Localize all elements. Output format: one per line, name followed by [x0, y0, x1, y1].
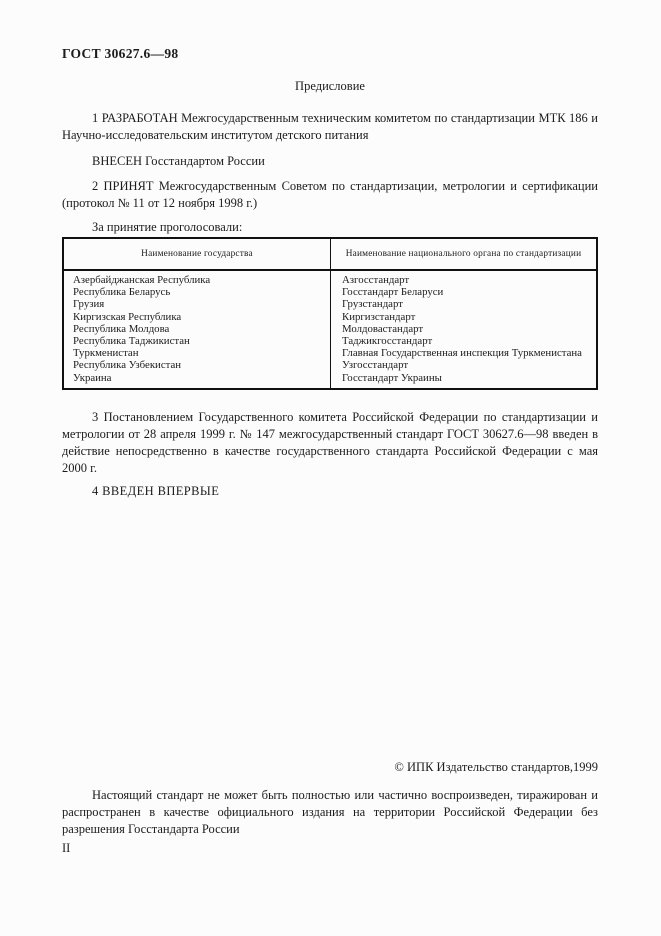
- copyright-line: © ИПК Издательство стандартов,1999: [394, 759, 598, 774]
- paragraph-vote-intro: За принятие проголосовали:: [92, 220, 243, 234]
- table-cell-country: Грузия: [73, 298, 105, 311]
- table-cell-agency: Молдовастандарт: [342, 322, 424, 335]
- table-cell-agency: Грузстандарт: [342, 298, 403, 311]
- table-column-agencies: [331, 271, 596, 388]
- reproduction-notice: Настоящий стандарт не может быть полностью или частично воспроизведен, тиражирован и распространен в качестве официального издания на территории Российской Федерации без разрешения Госстандарта России: [62, 787, 598, 836]
- vote-table-header-row: [64, 239, 596, 271]
- doc-code: ГОСТ 30627.6—98: [62, 46, 179, 61]
- table-cell-agency: Главная Государственная инспекция Туркменистана: [342, 347, 582, 360]
- table-column-countries: [64, 271, 331, 388]
- table-header-agency: Наименование национального органа по стандартизации: [345, 249, 582, 259]
- table-cell-agency: Таджикгосстандарт: [342, 335, 433, 348]
- table-cell-agency: Киргизстандарт: [342, 310, 416, 323]
- table-cell-country: Азербайджанская Республика: [73, 274, 211, 286]
- table-cell-agency: Узгосстандарт: [342, 359, 409, 372]
- paragraph-adopted: 2 ПРИНЯТ Межгосударственным Советом по стандартизации, метрологии и сертификации (протокол № 11 от 12 ноября 1998 г.): [62, 179, 598, 210]
- paragraph-submitted: ВНЕСЕН Госстандартом России: [92, 154, 265, 168]
- table-cell-agency: Азгосстандарт: [342, 274, 410, 286]
- paragraph-developed: 1 РАЗРАБОТАН Межгосударственным техническим комитетом по стандартизации МТК 186 и Научно-исследовательским институтом детского питания: [62, 111, 598, 142]
- table-cell-country: Республика Узбекистан: [73, 359, 182, 372]
- table-cell-agency: Госстандарт Украины: [342, 371, 442, 384]
- vote-table: [62, 237, 598, 390]
- table-cell-country: Киргизская Республика: [73, 310, 182, 323]
- page-title: Предисловие: [295, 79, 365, 93]
- table-cell-country: Туркменистан: [73, 347, 139, 360]
- page-number: II: [62, 840, 71, 855]
- table-header-country: Наименование государства: [64, 239, 331, 269]
- table-cell-country: Республика Молдова: [73, 322, 170, 335]
- table-cell-agency: Госстандарт Беларуси: [342, 286, 444, 299]
- table-cell-country: Республика Таджикистан: [73, 335, 190, 348]
- table-cell-country: Республика Беларусь: [73, 286, 171, 299]
- paragraph-decree: 3 Постановлением Государственного комитета Российской Федерации по стандартизации и метрологии от 28 апреля 1999 г. № 147 межгосударственный стандарт ГОСТ 30627.6—98 введен в действие непосредственно в качестве государственного стандарта Российской Федерации с мая 2000 г.: [62, 409, 598, 475]
- paragraph-first-edition: 4 ВВЕДЕН ВПЕРВЫЕ: [92, 483, 220, 498]
- vote-table-body-row: [64, 271, 596, 388]
- table-cell-country: Украина: [73, 371, 112, 384]
